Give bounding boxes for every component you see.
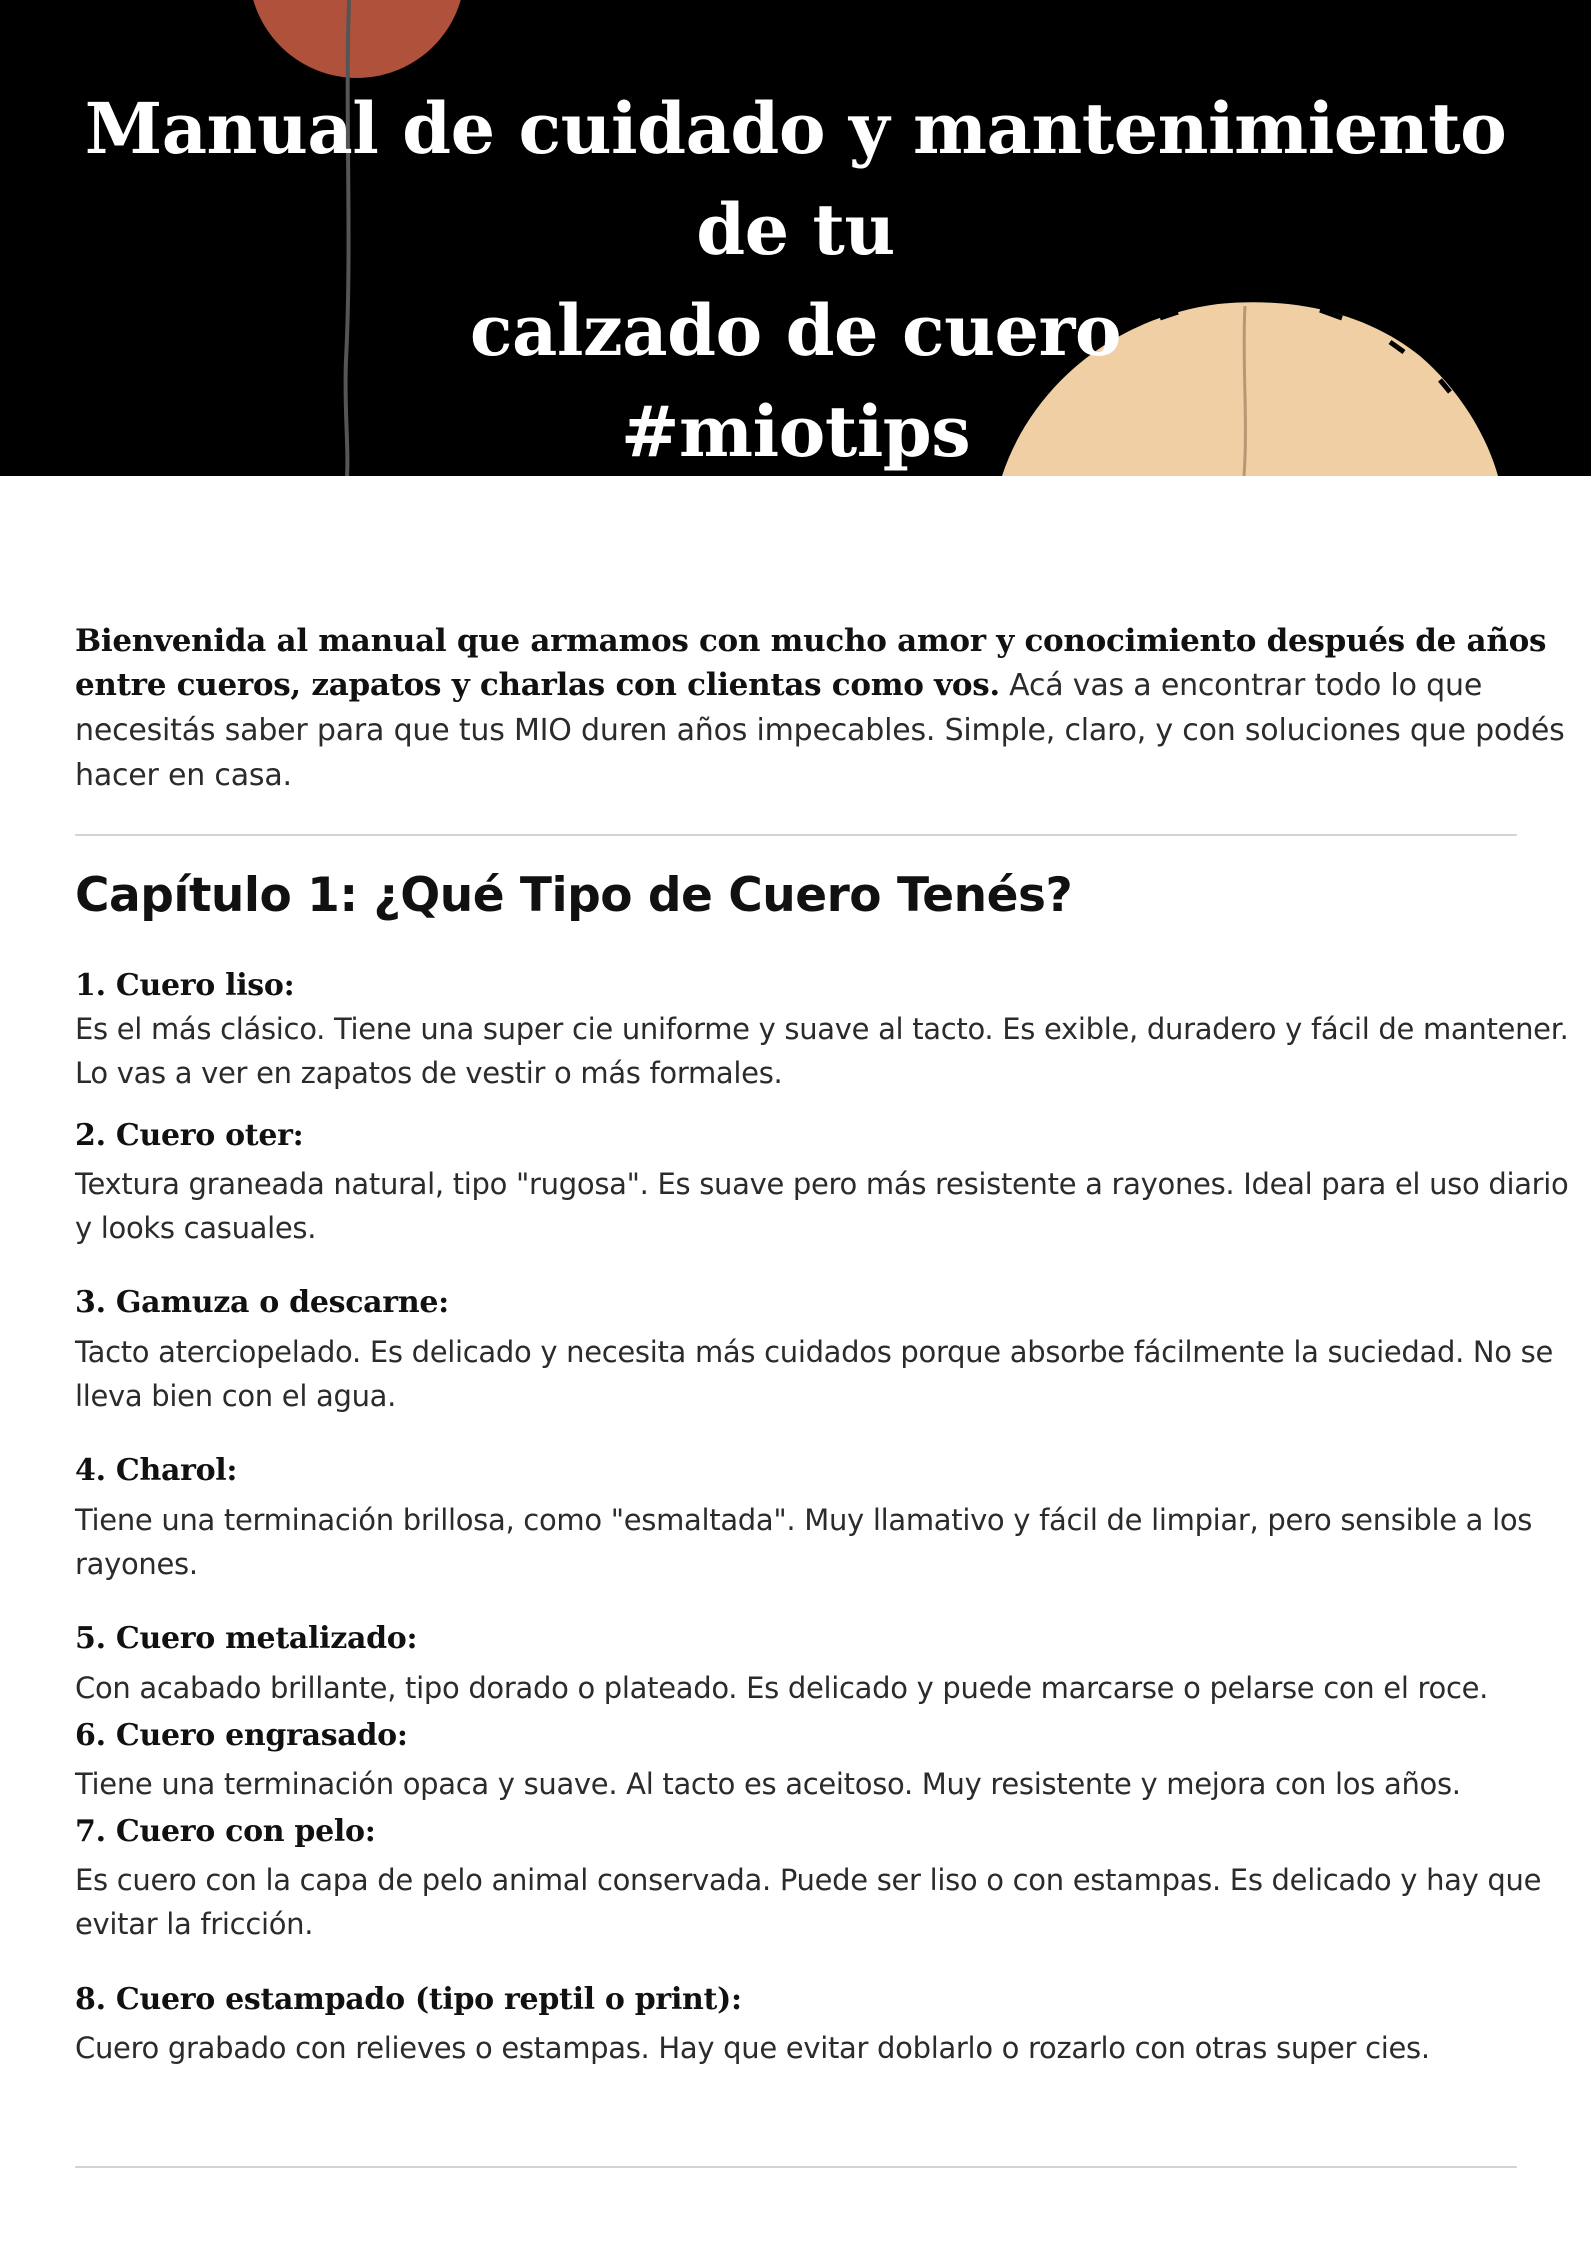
item-heading-5: 5. Cuero metalizado: <box>75 1621 418 1656</box>
item-body-4: Tiene una terminación brillosa, como "esmaltada". Muy llamativo y fácil de limpiar, pero sensible a los rayones. <box>75 1503 1533 1581</box>
item-body-2: Textura graneada natural, tipo "rugosa". Es suave pero más resistente a rayones. Ideal para el uso diario y looks casuales. <box>75 1167 1569 1245</box>
item-heading-1: 1. Cuero liso: <box>75 968 295 1003</box>
intro-paragraph <box>75 619 1575 798</box>
header-banner <box>0 0 1591 476</box>
intro-bold-text: Bienvenida al manual que armamos con mucho amor y conocimiento después de años entre cueros, zapatos y charlas con clientas como vos. <box>75 623 1547 703</box>
item-body-7: Es cuero con la capa de pelo animal conservada. Puede ser liso o con estampas. Es delicado y hay que evitar la fricción. <box>75 1863 1542 1941</box>
item-body-1: Es el más clásico. Tiene una super cie uniforme y suave al tacto. Es exible, duradero y fácil de mantener. Lo vas a ver en zapatos de vestir o más formales. <box>75 1012 1569 1090</box>
item-body-5: Con acabado brillante, tipo dorado o plateado. Es delicado y puede marcarse o pelarse con el roce. <box>75 1671 1489 1705</box>
item-body-6: Tiene una terminación opaca y suave. Al tacto es aceitoso. Muy resistente y mejora con los años. <box>75 1767 1461 1801</box>
divider-top <box>75 834 1517 836</box>
divider-bottom <box>75 2166 1517 2168</box>
item-heading-7: 7. Cuero con pelo: <box>75 1814 376 1849</box>
red-circle-shape <box>249 0 465 78</box>
intro-normal-text: Acá vas a encontrar todo lo que necesitás saber para que tus MIO duren años impecables. Simple, claro, y con soluciones que podés hacer en casa. <box>75 668 1565 793</box>
item-heading-4: 4. Charol: <box>75 1453 238 1488</box>
chapter-title: Capítulo 1: ¿Qué Tipo de Cuero Tenés? <box>75 868 1073 923</box>
item-heading-8: 8. Cuero estampado (tipo reptil o print): <box>75 1982 742 2017</box>
item-heading-6: 6. Cuero engrasado: <box>75 1718 408 1753</box>
item-body-8: Cuero grabado con relieves o estampas. Hay que evitar doblarlo o rozarlo con otras super cies. <box>75 2031 1430 2065</box>
item-heading-2: 2. Cuero oter: <box>75 1118 304 1153</box>
item-body-3: Tacto aterciopelado. Es delicado y necesita más cuidados porque absorbe fácilmente la suciedad. No se lleva bien con el agua. <box>75 1335 1554 1413</box>
title-line-3: #miotips <box>620 390 971 473</box>
item-heading-3: 3. Gamuza o descarne: <box>75 1285 449 1320</box>
page-title <box>40 78 1551 476</box>
title-line-1: Manual de cuidado y mantenimiento de tu <box>84 87 1507 271</box>
title-line-2: calzado de cuero <box>469 289 1122 372</box>
